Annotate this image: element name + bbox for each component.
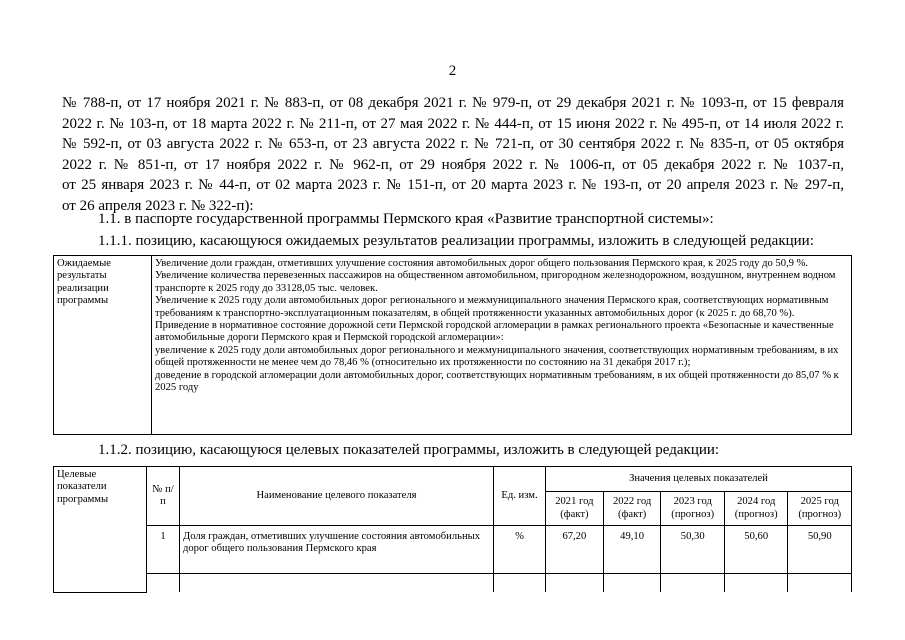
table-cell bbox=[661, 574, 725, 593]
col-header-year: 2021 год (факт) bbox=[546, 492, 604, 526]
page-number: 2 bbox=[448, 63, 457, 79]
results-paragraph: доведение в городской агломерации доли автомобильных дорог, соответствующих нормативным требованиям, в их общей протяженности до 85,07 % к 2025 году bbox=[155, 369, 839, 394]
col-header-number: № п/п bbox=[147, 467, 180, 526]
target-indicators-table bbox=[53, 466, 852, 593]
indicator-value: 50,60 bbox=[724, 526, 788, 574]
table-cell bbox=[603, 574, 661, 593]
section-heading-1-1-2: 1.1.2. позицию, касающуюся целевых показателей программы, изложить в следующей редакции: bbox=[98, 442, 720, 458]
results-paragraph: Увеличение доли граждан, отметивших улучшение состояния автомобильных дорог общего пользования Пермского края, к 2025 году до 50,9 %. bbox=[155, 258, 809, 269]
intro-line: от 26 апреля 2023 г. № 322-п): bbox=[62, 197, 254, 214]
section-heading-1-1: 1.1. в паспорте государственной программы Пермского края «Развитие транспортной системы»: bbox=[98, 211, 714, 227]
results-paragraph: Увеличение количества перевезенных пассажиров на общественном автомобильном, пригородном железнодорожном, воздушном, внутреннем водном транспорте к 2025 году до 33128,05 тыс. человек. bbox=[155, 270, 836, 294]
table-cell bbox=[724, 574, 788, 593]
results-paragraph: Приведение в нормативное состояние дорожной сети Пермской городской агломерации в рамках регионального проекта «Безопасные и качественные автомобильные дороги Пермского края и Пермской городской агломерации»: bbox=[155, 320, 834, 344]
indicator-value: 50,90 bbox=[788, 526, 852, 574]
expected-results-table bbox=[53, 255, 852, 435]
indicator-value: 50,30 bbox=[661, 526, 725, 574]
col-header-year: 2023 год (прогноз) bbox=[661, 492, 725, 526]
intro-line: от 25 января 2023 г. № 44-п, от 02 марта 2023 г. № 151-п, от 20 марта 2023 г. № 193-п, от 20 апреля 2023 г. № 297-п, bbox=[62, 177, 844, 194]
intro-line: № 592-п, от 03 августа 2022 г. № 653-п, от 23 августа 2022 г. № 721-п, от 30 сентября 2022 г. № 835-п, от 05 октября bbox=[62, 136, 844, 153]
intro-line: 2022 г. № 851-п, от 17 ноября 2022 г. № 962-п, от 29 ноября 2022 г. № 1006-п, от 05 декабря 2022 г. № 1037-п, bbox=[62, 156, 844, 173]
results-paragraph: увеличение к 2025 году доли автомобильных дорог регионального и межмуниципального значения, соответствующих нормативным требованиям, в их общей протяженности не менее чем до 78,46 % (относительно их протяженности по состоянию на 31 декабря 2017 г.); bbox=[155, 344, 839, 369]
intro-line: 2022 г. № 103-п, от 18 марта 2022 г. № 211-п, от 27 мая 2022 г. № 444-п, от 15 июня 2022 г. № 495-п, от 14 июля 2022 г. bbox=[62, 115, 844, 132]
table-cell bbox=[147, 574, 180, 593]
indicator-name: Доля граждан, отметивших улучшение состояния автомобильных дорог общего пользования Пермского края bbox=[180, 526, 494, 574]
col-header-year: 2022 год (факт) bbox=[603, 492, 661, 526]
expected-results-body bbox=[152, 256, 852, 435]
table-cell bbox=[494, 574, 546, 593]
table-cell bbox=[788, 574, 852, 593]
col-header-year: 2025 год (прогноз) bbox=[788, 492, 852, 526]
col-header-values-group: Значения целевых показателей bbox=[546, 467, 852, 492]
table-cell bbox=[180, 574, 494, 593]
row-number: 1 bbox=[147, 526, 180, 574]
indicator-unit: % bbox=[494, 526, 546, 574]
target-indicators-label: Целевые показатели программы bbox=[54, 467, 147, 593]
results-paragraph: Увеличение к 2025 году доли автомобильных дорог регионального и межмуниципального значения Пермского края, соответствующих нормативным требованиям к транспортно-эксплуатационным показателям, в общей протяженности указанных автомобильных дорог (к 2025 г. до 68,70 %). bbox=[155, 295, 829, 319]
col-header-name: Наименование целевого показателя bbox=[180, 467, 494, 526]
indicator-value: 49,10 bbox=[603, 526, 661, 574]
expected-results-label: Ожидаемые результаты реализации программы bbox=[54, 256, 152, 435]
col-header-unit: Ед. изм. bbox=[494, 467, 546, 526]
col-header-year: 2024 год (прогноз) bbox=[724, 492, 788, 526]
table-cell bbox=[546, 574, 604, 593]
section-heading-1-1-1: 1.1.1. позицию, касающуюся ожидаемых результатов реализации программы, изложить в следующей редакции: bbox=[98, 233, 814, 249]
indicator-value: 67,20 bbox=[546, 526, 604, 574]
intro-line: № 788-п, от 17 ноября 2021 г. № 883-п, от 08 декабря 2021 г. № 979-п, от 29 декабря 2021 г. № 1093-п, от 15 февраля bbox=[62, 95, 844, 111]
intro-paragraph bbox=[62, 93, 844, 217]
table-row bbox=[54, 526, 852, 574]
